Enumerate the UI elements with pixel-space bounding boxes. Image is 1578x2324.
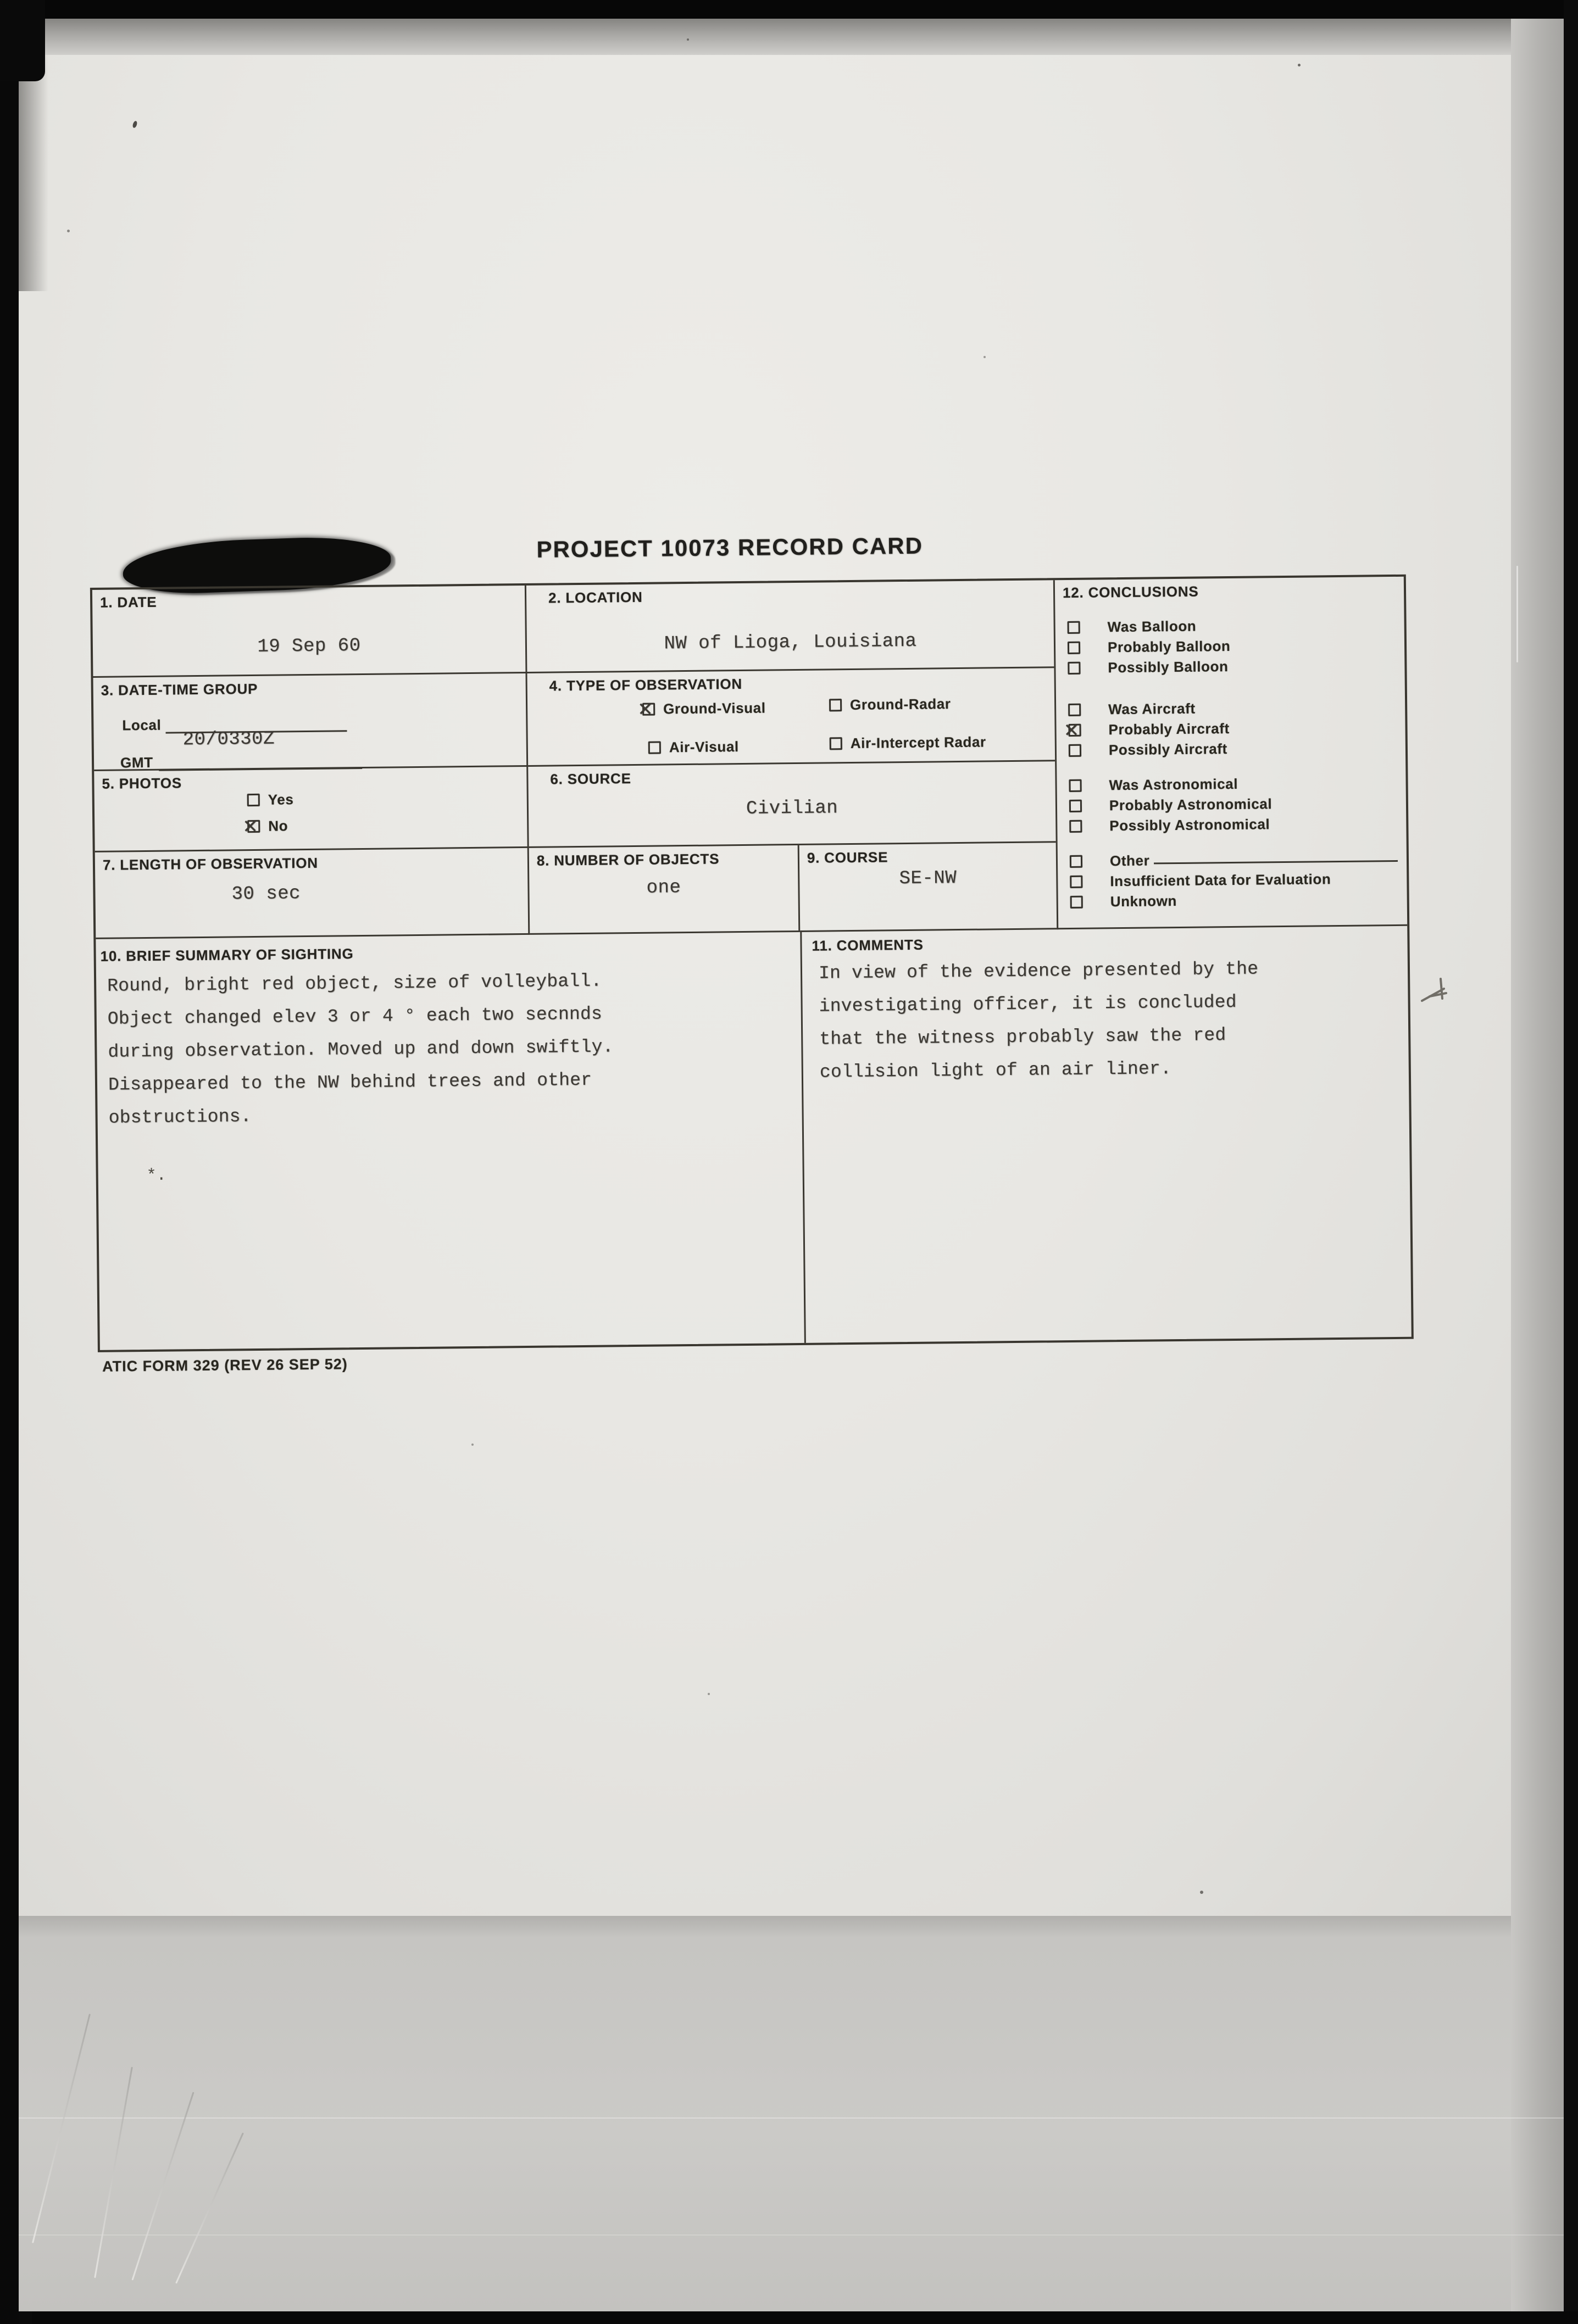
conclusions-group-aircraft xyxy=(1068,696,1399,761)
type-option-air-intercept-radar: Air-Intercept Radar xyxy=(830,734,986,753)
field-conclusions xyxy=(1053,577,1407,929)
checkbox-possibly-astronomical xyxy=(1069,820,1082,833)
checkbox-probably-astronomical xyxy=(1069,800,1082,812)
dtg-gmt-value: 20/0330Z xyxy=(182,728,275,751)
field-source xyxy=(528,761,1055,848)
photos-option-no: ✕ No xyxy=(247,817,288,835)
field-summary-label: 10. BRIEF SUMMARY OF SIGHTING xyxy=(100,945,354,965)
checkbox-possibly-aircraft xyxy=(1069,744,1081,757)
conclusions-group-astronomical xyxy=(1069,772,1399,837)
field-comments-text: In view of the evidence presented by the investigating officer, it is concluded that the witness probably saw the red collision light of an air liner. xyxy=(818,958,1259,1083)
field-location xyxy=(526,580,1054,673)
paper-top-edge-shadow xyxy=(19,19,1564,55)
paper-speck xyxy=(1200,1891,1203,1894)
conclusions-group-balloon xyxy=(1067,614,1398,678)
record-card-table xyxy=(90,575,1414,1352)
checkbox-insufficient-data xyxy=(1070,876,1082,888)
paper-speck xyxy=(67,230,70,232)
checkbox-photos-yes xyxy=(247,794,260,806)
type-option-air-visual: Air-Visual xyxy=(648,738,739,756)
field-summary-text: Round, bright red object, size of volleyball. Object changed elev 3 or 4 ° each two secnnds during observation. Moved up and down swiftly. Disappeared to the NW behind trees and other obstructions. xyxy=(107,971,614,1128)
conclusion-item: Was Astronomical xyxy=(1069,772,1399,796)
record-card-scan xyxy=(90,528,1415,1409)
field-type-label: 4. TYPE OF OBSERVATION xyxy=(549,675,743,694)
field-type-of-observation xyxy=(527,668,1055,767)
handwritten-mark xyxy=(1419,972,1457,1011)
checkbox-photos-no xyxy=(247,820,260,833)
field-course xyxy=(799,843,1057,932)
photo-border-top xyxy=(0,0,1578,19)
typed-note-mark: *. xyxy=(146,1166,166,1186)
scan-artifact-line xyxy=(19,2234,1564,2236)
checkbox-was-balloon xyxy=(1068,621,1080,634)
conclusion-item: Was Balloon xyxy=(1067,614,1397,638)
photo-border-right xyxy=(1564,0,1578,2324)
scan-right-margin xyxy=(1511,19,1564,2311)
conclusion-item: Possibly Balloon xyxy=(1068,655,1398,678)
checkbox-was-aircraft xyxy=(1068,704,1081,716)
checkbox-air-visual xyxy=(648,741,661,754)
field-number-of-objects xyxy=(529,845,801,935)
paper-speck xyxy=(687,38,689,41)
checkbox-probably-aircraft xyxy=(1068,724,1081,737)
field-source-label: 6. SOURCE xyxy=(550,770,631,788)
field-date-time-group xyxy=(93,673,529,771)
checkbox-ground-radar xyxy=(829,699,842,711)
field-brief-summary xyxy=(96,932,804,1350)
photo-corner-blotch xyxy=(0,0,45,81)
field-date-label: 1. DATE xyxy=(99,593,157,611)
conclusion-item: Was Aircraft xyxy=(1068,696,1398,720)
field-course-label: 9. COURSE xyxy=(807,849,888,866)
field-photos xyxy=(94,767,529,852)
field-dtg-label: 3. DATE-TIME GROUP xyxy=(101,680,258,699)
paper-speck xyxy=(1298,64,1301,66)
dtg-gmt-label: GMT xyxy=(120,754,153,771)
field-number-label: 8. NUMBER OF OBJECTS xyxy=(536,850,720,869)
conclusion-item: Other xyxy=(1070,848,1400,872)
paper-speck xyxy=(984,356,986,358)
type-option-ground-radar: Ground-Radar xyxy=(829,695,951,714)
form-number: ATIC FORM 329 (REV 26 SEP 52) xyxy=(102,1356,348,1375)
field-number-value: one xyxy=(646,877,681,899)
photo-border-left xyxy=(0,0,19,2324)
scan-bottom-margin xyxy=(19,1916,1511,2311)
field-location-value: NW of Lioga, Louisiana xyxy=(664,631,917,655)
field-length-value: 30 sec xyxy=(231,883,301,905)
field-comments-label: 11. COMMENTS xyxy=(812,936,924,954)
conclusion-item: Unknown xyxy=(1070,889,1401,912)
scan-artifact-line xyxy=(19,2117,1564,2119)
conclusion-item: Possibly Aircraft xyxy=(1069,737,1399,761)
paper-speck xyxy=(471,1444,474,1446)
checkbox-unknown xyxy=(1070,896,1083,909)
field-length-of-observation xyxy=(95,848,530,939)
field-length-label: 7. LENGTH OF OBSERVATION xyxy=(102,854,319,873)
conclusions-group-other xyxy=(1070,848,1401,912)
conclusion-item: Insufficient Data for Evaluation xyxy=(1070,868,1400,892)
field-location-label: 2. LOCATION xyxy=(548,588,643,606)
field-date xyxy=(92,586,527,678)
field-date-value: 19 Sep 60 xyxy=(257,636,361,657)
conclusion-item: Probably Balloon xyxy=(1068,634,1398,658)
photos-option-yes: Yes xyxy=(247,791,294,809)
paper-crease xyxy=(1516,566,1518,662)
page-title: PROJECT 10073 RECORD CARD xyxy=(536,532,924,562)
field-photos-label: 5. PHOTOS xyxy=(102,774,182,792)
field-source-value: Civilian xyxy=(746,798,838,820)
type-option-ground-visual: ✕ Ground-Visual xyxy=(642,700,766,718)
photo-border-bottom xyxy=(32,2311,1578,2324)
checkbox-probably-balloon xyxy=(1068,642,1080,654)
conclusion-item: Possibly Astronomical xyxy=(1069,813,1399,837)
checkbox-possibly-balloon xyxy=(1068,662,1080,675)
conclusion-item: Probably Astronomical xyxy=(1069,793,1399,816)
other-blank-line xyxy=(1154,855,1398,864)
checkbox-other xyxy=(1070,855,1082,868)
paper-left-edge-shadow xyxy=(19,55,48,291)
checkbox-air-intercept-radar xyxy=(830,737,842,750)
paper-speck xyxy=(708,1693,710,1695)
conclusion-item: ✕ Probably Aircraft xyxy=(1068,717,1398,740)
checkbox-ground-visual xyxy=(642,703,655,716)
checkbox-was-astronomical xyxy=(1069,779,1081,792)
dtg-local-label: Local xyxy=(122,716,162,734)
field-conclusions-label: 12. CONCLUSIONS xyxy=(1062,583,1199,601)
field-course-value: SE-NW xyxy=(899,868,957,890)
field-comments xyxy=(800,926,1412,1343)
